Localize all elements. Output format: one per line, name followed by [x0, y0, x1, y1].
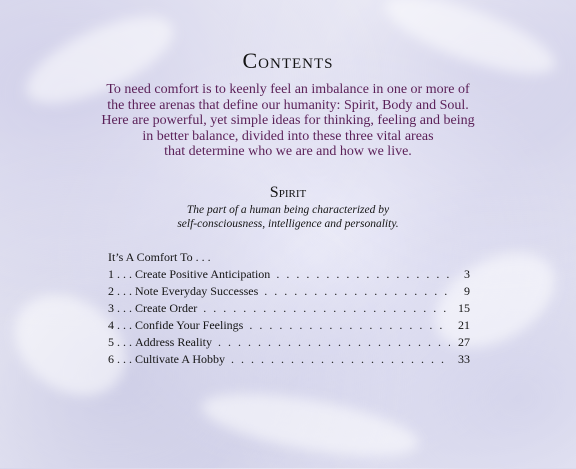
toc-entry[interactable]: [108, 317, 470, 334]
toc-entry-number: 3 . . .: [108, 301, 132, 315]
toc-entry-page: 9: [464, 284, 470, 298]
toc-dot-leader: [276, 266, 450, 283]
toc-entry-label: Note Everyday Successes: [135, 284, 259, 298]
toc-entry-number: 6 . . .: [108, 352, 132, 366]
toc-entry-number: 2 . . .: [108, 284, 132, 298]
toc-dot-leader: [203, 300, 450, 317]
toc-entry[interactable]: [108, 300, 470, 317]
toc-entry-page: 15: [458, 301, 470, 315]
toc-entry-label: Create Order: [135, 301, 198, 315]
toc-entry-number: 1 . . .: [108, 267, 132, 281]
intro-paragraph: [60, 82, 516, 160]
intro-line: in better balance, divided into these three vital areas: [142, 128, 434, 144]
toc-entry[interactable]: [108, 283, 470, 300]
toc-dot-leader: [218, 334, 450, 351]
toc-dot-leader: [264, 283, 450, 300]
toc-heading: It’s A Comfort To . . .: [108, 250, 211, 264]
page-title: Contents: [242, 48, 334, 73]
toc-entry[interactable]: [108, 334, 470, 351]
toc-dot-leader: [231, 351, 450, 368]
table-of-contents: [108, 249, 470, 368]
toc-entry-page: 27: [458, 335, 470, 349]
section-description-line: self-consciousness, intelligence and personality.: [177, 217, 399, 230]
section-description: [0, 204, 576, 231]
toc-entry-page: 21: [458, 318, 470, 332]
toc-entry-label: Address Reality: [135, 335, 212, 349]
intro-line: the three arenas that define our humanity: Spirit, Body and Soul.: [107, 97, 469, 113]
toc-entry-label: Confide Your Feelings: [135, 318, 244, 332]
toc-entry-number: 5 . . .: [108, 335, 132, 349]
toc-entry-label: Create Positive Anticipation: [135, 267, 271, 281]
intro-line: Here are powerful, yet simple ideas for thinking, feeling and being: [101, 113, 475, 128]
toc-dot-leader: [249, 317, 450, 334]
toc-entry-label: Cultivate A Hobby: [135, 352, 225, 366]
intro-line: To need comfort is to keenly feel an imbalance in one or more of: [106, 82, 470, 97]
background-wisp: [377, 0, 563, 89]
section-description-line: The part of a human being characterized by: [186, 204, 390, 216]
background-wisp: [197, 381, 422, 468]
toc-entry[interactable]: [108, 266, 470, 283]
section-title: Spirit: [269, 184, 307, 201]
toc-entry-page: 3: [464, 267, 470, 281]
intro-line: that determine who we are and how we live.: [164, 144, 412, 159]
toc-entry-number: 4 . . .: [108, 318, 132, 332]
toc-entry[interactable]: [108, 351, 470, 368]
toc-entry-page: 33: [458, 352, 470, 366]
